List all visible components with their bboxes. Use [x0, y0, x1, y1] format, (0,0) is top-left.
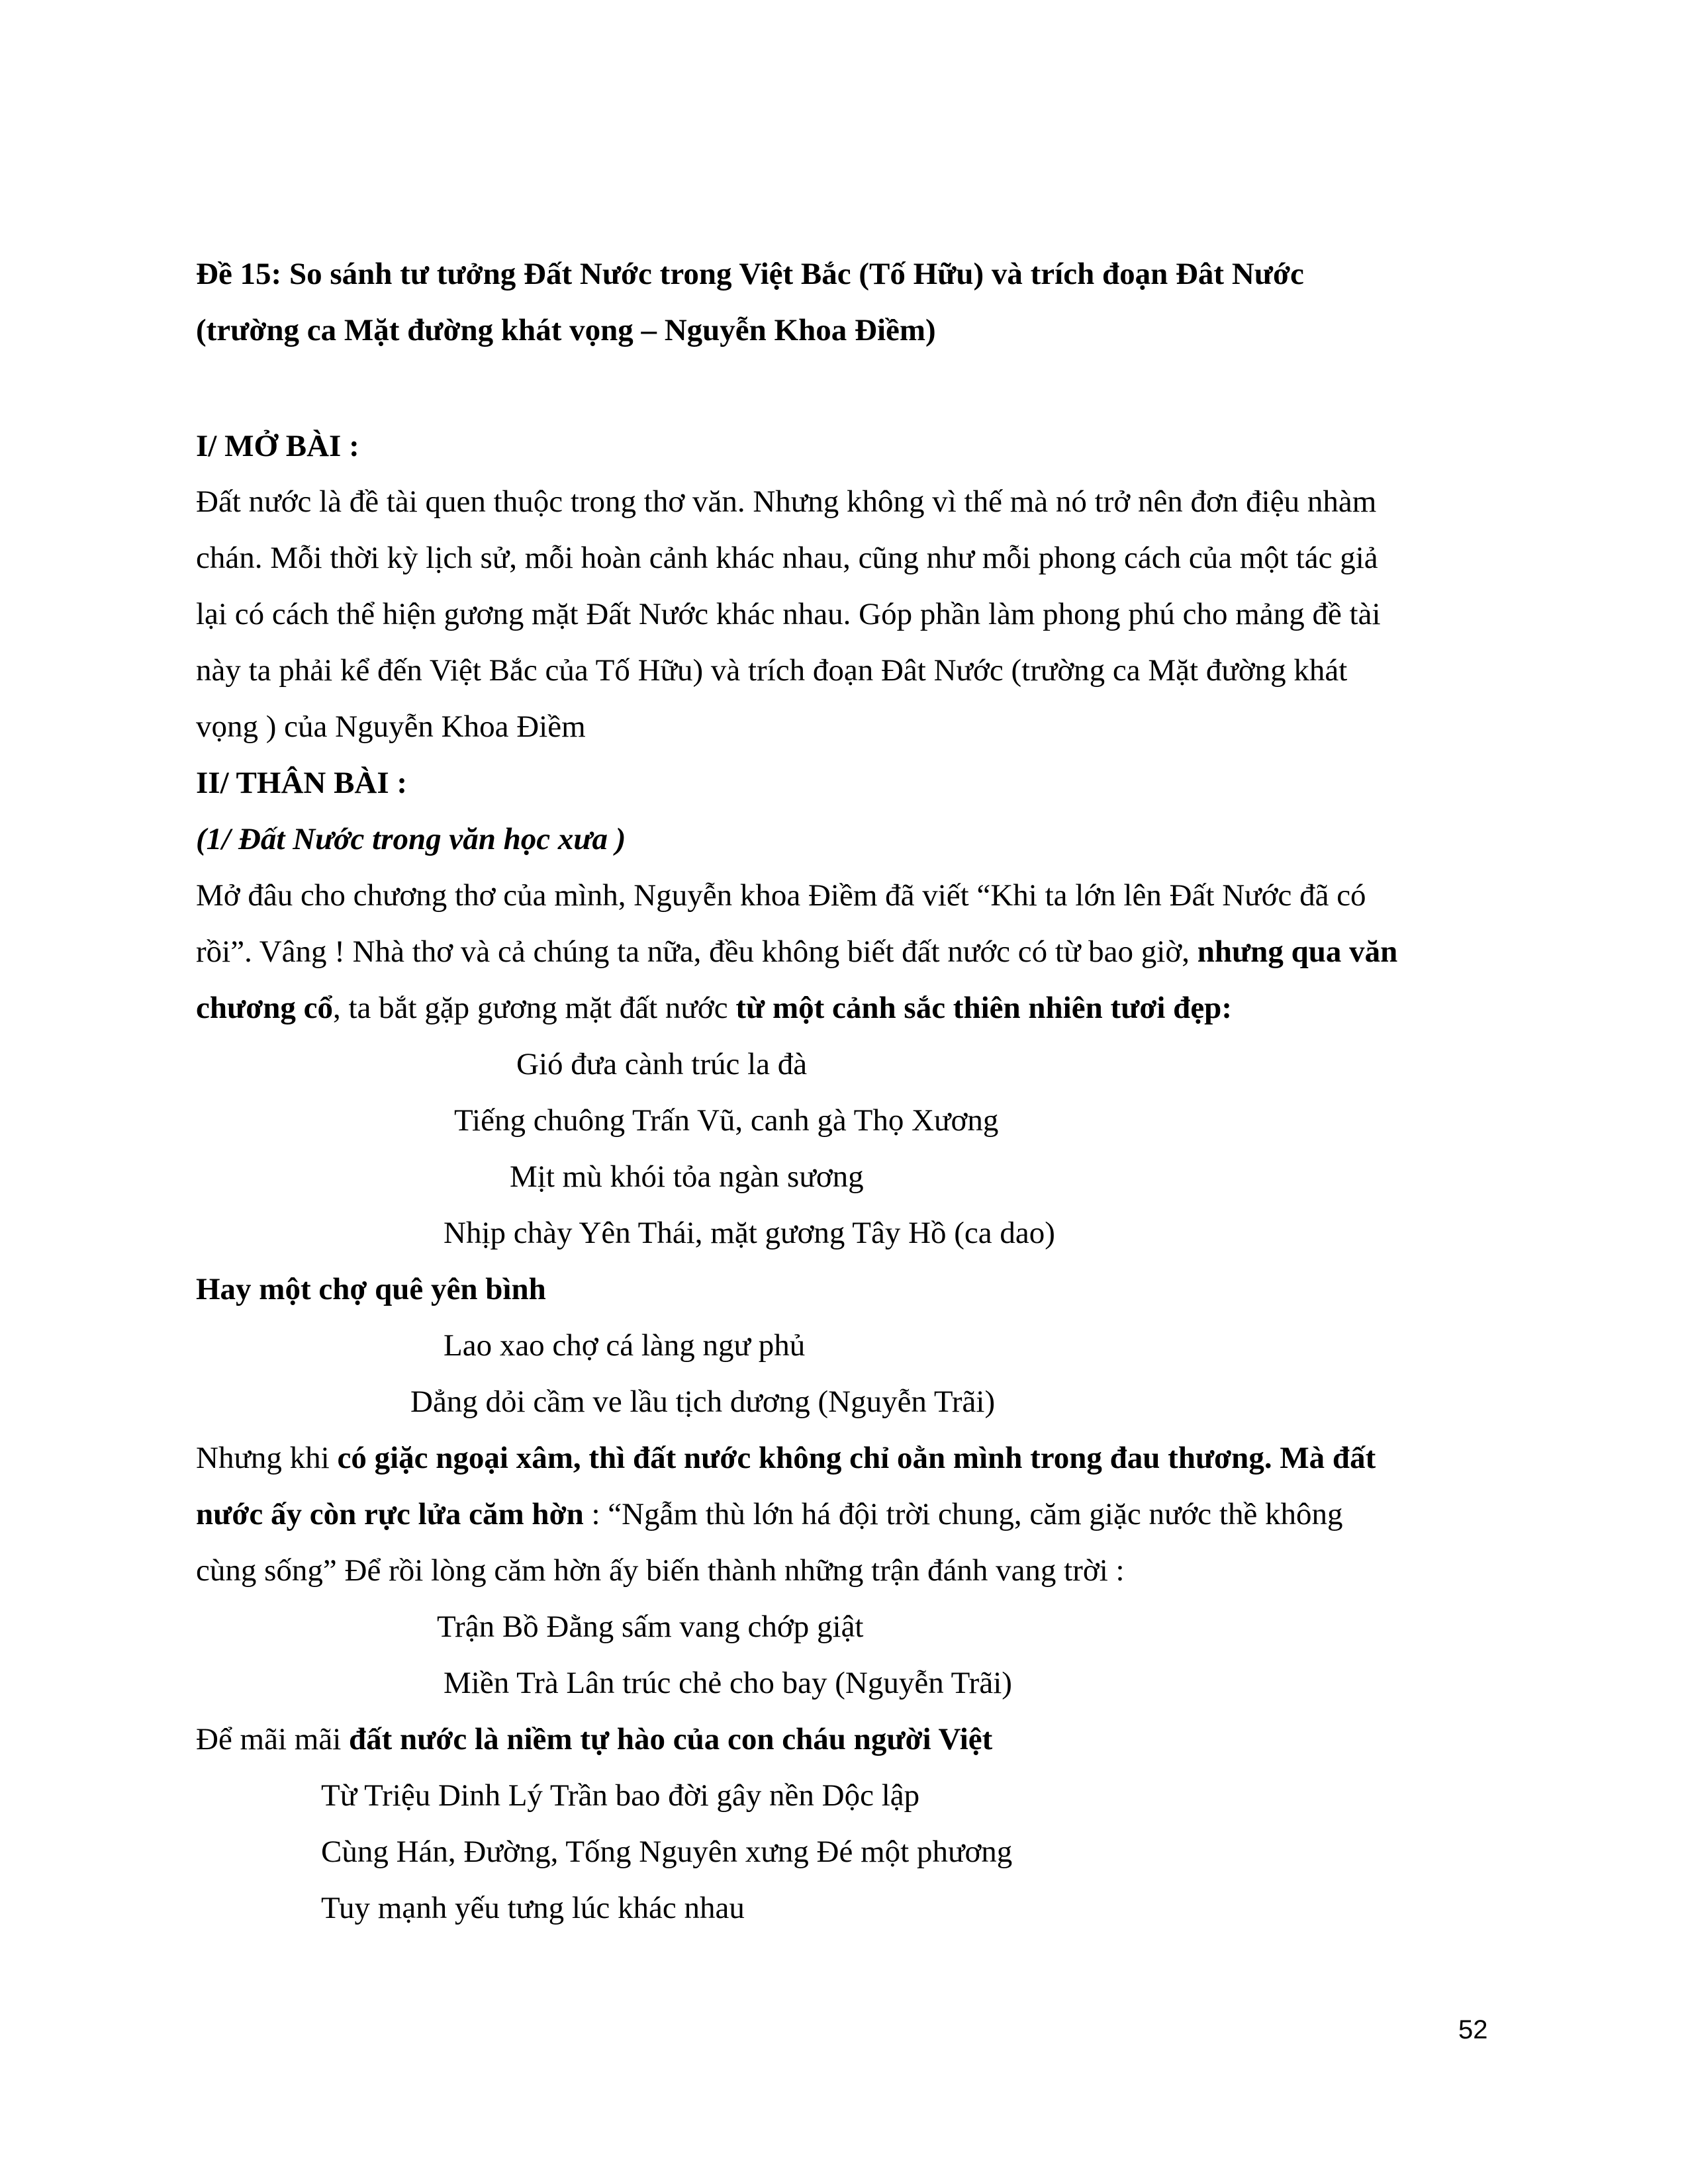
mo-bai-line: vọng ) của Nguyễn Khoa Điềm: [196, 709, 586, 744]
text-run: : “Ngẫm thù lớn há đội trời chung, căm giặc nước thề không: [583, 1497, 1343, 1531]
text-run: Nhưng khi: [196, 1441, 338, 1475]
mo-bai-line: lại có cách thể hiện gương mặt Đất Nước khác nhau. Góp phần làm phong phú cho mảng đề tài: [196, 597, 1381, 631]
paragraph-line: [196, 1439, 1376, 1477]
paragraph-line: cùng sống” Để rồi lòng căm hờn ấy biến thành những trận đánh vang trời :: [196, 1553, 1125, 1588]
text-run-bold: chương cổ: [196, 991, 333, 1025]
text-run-bold: từ một cảnh sắc thiên nhiên tươi đẹp:: [735, 991, 1232, 1025]
mo-bai-line: Đất nước là đề tài quen thuộc trong thơ văn. Nhưng không vì thế mà nó trở nên đơn điệu nhàm: [196, 484, 1377, 519]
poem-line: Nhịp chày Yên Thái, mặt gương Tây Hồ (ca dao): [444, 1216, 1055, 1250]
poem-line: Tiếng chuông Trấn Vũ, canh gà Thọ Xương: [454, 1103, 999, 1138]
text-run-bold: nước ấy còn rực lửa căm hờn: [196, 1497, 584, 1531]
text-run-bold: nhưng qua văn: [1197, 934, 1398, 969]
title-line-2: (trường ca Mặt đường khát vọng – Nguyễn Khoa Điềm): [196, 313, 936, 347]
paragraph-line: [196, 989, 1232, 1026]
text-run-bold: đất nước là niềm tự hào của con cháu người Việt: [349, 1722, 993, 1756]
paragraph-line: Hay một chợ quê yên bình: [196, 1272, 546, 1306]
section-heading-than-bai: II/ THÂN BÀI :: [196, 766, 408, 800]
title-line-1: Đề 15: So sánh tư tưởng Đất Nước trong Việt Bắc (Tố Hữu) và trích đoạn Đât Nước: [196, 257, 1304, 291]
mo-bai-line: chán. Mỗi thời kỳ lịch sử, mỗi hoàn cảnh khác nhau, cũng như mỗi phong cách của một tác giả: [196, 541, 1378, 575]
poem-line: Từ Triệu Dinh Lý Trần bao đời gây nền Dộc lập: [321, 1778, 920, 1813]
paragraph-line: [196, 1721, 992, 1758]
poem-line: Lao xao chợ cá làng ngư phủ: [444, 1328, 806, 1363]
poem-line: Dẳng dỏi cầm ve lầu tịch dương (Nguyễn Trãi): [410, 1385, 996, 1419]
poem-line: Miền Trà Lân trúc chẻ cho bay (Nguyễn Trãi): [444, 1666, 1012, 1700]
section-heading-mo-bai: I/ MỞ BÀI :: [196, 429, 359, 463]
paragraph-line: [196, 933, 1397, 970]
subheading: (1/ Đất Nước trong văn học xưa ): [196, 822, 626, 856]
page-number: 52: [1458, 2015, 1488, 2044]
poem-line: Gió đưa cành trúc la đà: [516, 1047, 808, 1081]
poem-line: Trận Bồ Đằng sấm vang chớp giật: [437, 1610, 864, 1644]
poem-line: Cùng Hán, Đường, Tống Nguyên xưng Đé một phương: [321, 1835, 1013, 1869]
text-run-bold: có giặc ngoại xâm, thì đất nước không chỉ oằn mình trong đau thương. Mà đất: [337, 1441, 1376, 1475]
text-run: rồi”. Vâng ! Nhà thơ và cả chúng ta nữa, đều không biết đất nước có từ bao giờ,: [196, 934, 1197, 969]
text-run: Để mãi mãi: [196, 1722, 350, 1756]
text-run: , ta bắt gặp gương mặt đất nước: [332, 991, 736, 1025]
poem-line: Tuy mạnh yếu tưng lúc khác nhau: [321, 1891, 745, 1925]
paragraph-line: Mở đâu cho chương thơ của mình, Nguyễn khoa Điềm đã viết “Khi ta lớn lên Đất Nước đã có: [196, 878, 1366, 913]
mo-bai-line: này ta phải kể đến Việt Bắc của Tố Hữu) và trích đoạn Đât Nước (trường ca Mặt đường khát: [196, 653, 1348, 688]
paragraph-line: [196, 1496, 1343, 1533]
poem-line: Mịt mù khói tỏa ngàn sương: [510, 1160, 864, 1194]
